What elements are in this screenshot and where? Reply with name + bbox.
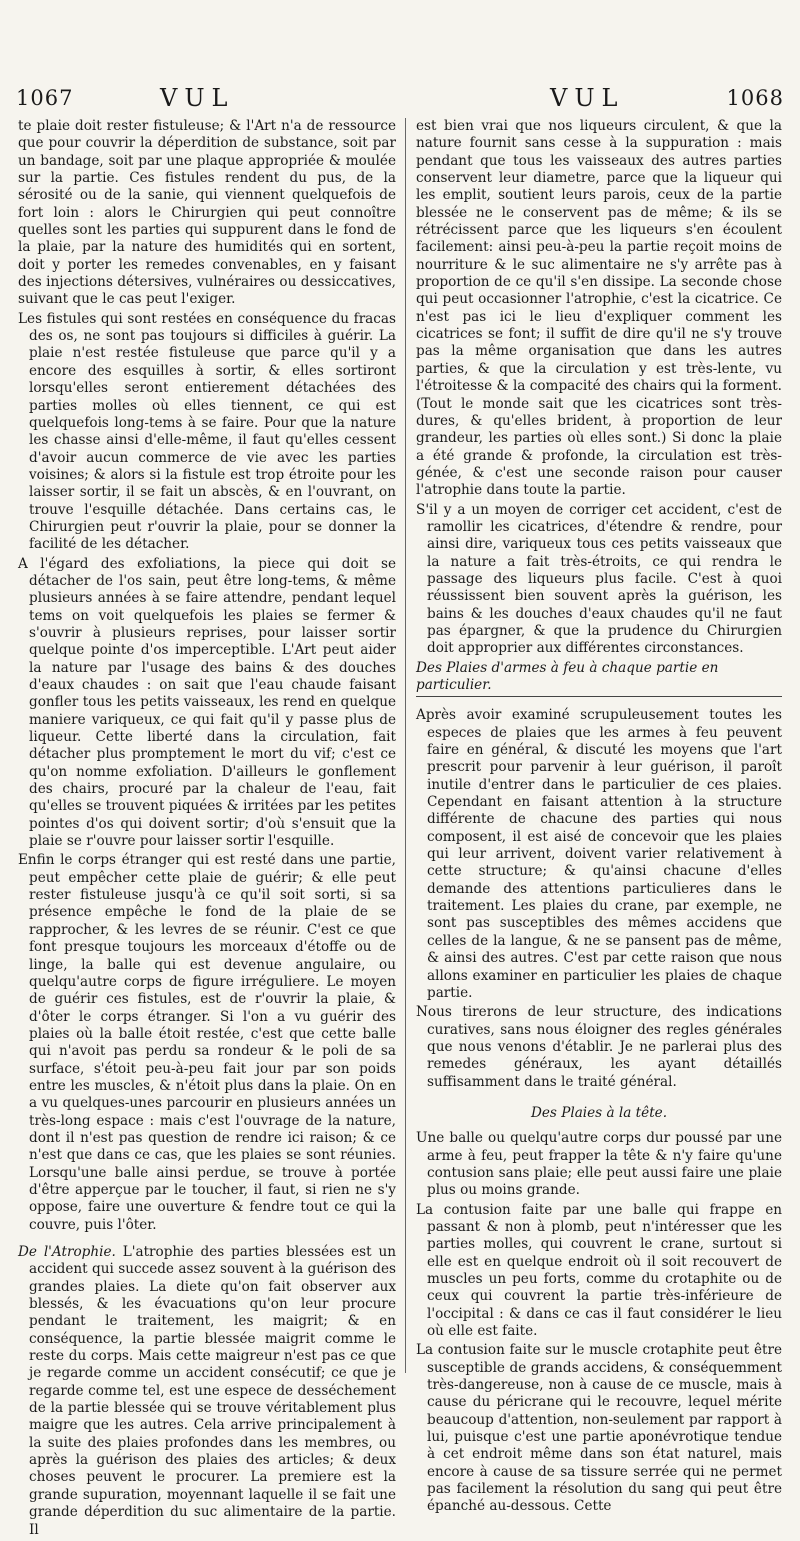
atrophie-text: L'atrophie des parties blessées est un accident qui succede assez souvent à la guérison des grandes plaies. La diete qu'on fait observer aux blessés, & les évacuations qu'on leur procure pendant le traitement, les maigrit; & en conséquence, la partie blessée maigrit comme le reste du corps. Mais cette maigreur n'est pas ce que je regarde comme un accident consécutif; ce que je regarde comme tel, est une espece de desséchement de la partie blessée qui se trouve véritablement plus maigre que les autres. Cela arrive principalement à la suite des plaies profondes dans les membres, ou après la guérison des plaies des articles; & deux choses peuvent le procurer. La premiere est la grande supuration, moyennant laquelle il se fait une grande déperdition du suc alimentaire de la partie. Il (29, 1244, 396, 1538)
paragraph: A l'égard des exfoliations, la piece qui doit se détacher de l'os sain, peut être long-tems, & même plusieurs années à se faire attendre, pendant lequel tems on voit quelquefois les plaies se fermer & s'ouvrir à plusieurs reprises, pour laisser sortir quelque pointe d'os imperceptible. L'Art peut aider la nature par l'usage des bains & des douches d'eaux chaudes : on sait que l'eau chaude faisant gonfler tous les petits vaisseaux, les rend en quelque maniere variqueux, ce qui fait qu'il y passe plus de liqueur. Cette liberté dans la circulation, fait détacher plus promptement le mort du vif; c'est ce qu'on nomme exfoliation. D'ailleurs le gonflement des chairs, procuré par la chaleur de l'eau, fait qu'elles se trouvent piquées & irritées par les petites pointes d'os qui doivent sortir; d'où s'ensuit que la plaie se r'ouvre pour laisser sortir l'esquille. (18, 555, 396, 850)
section-heading-armes: Des Plaies d'armes à feu à chaque partie en particulier. (416, 660, 782, 698)
paragraph: Après avoir examiné scrupuleusement toutes les especes de plaies que les armes à feu peuvent faire en général, & discuté les moyens que l'art prescrit pour parvenir à leur guérison, il paroît inutile d'entrer dans le particulier de ces plaies. Cependant en faisant attention à la structure différente de chacune des parties qui nous composent, il est aisé de concevoir que les plaies qui leur arrivent, doivent varier relativement à cette structure; & qu'ainsi chacune d'elles demande des attentions particulieres dans le traitement. Les plaies du crane, par exemple, ne sont pas susceptibles des mêmes accidens que celles de la langue, & ne se pansent pas de même, & ainsi des autres. C'est par cette raison que nous allons examiner en particulier les plaies de chaque partie. (416, 707, 782, 1001)
right-page-number: 1068 (726, 86, 784, 110)
paragraph: Nous tirerons de leur structure, des indications curatives, sans nous éloigner des regles générales que nous venons d'établir. Je ne parlerai plus des remedes généraux, les ayant détaillés suffisamment dans le traité général. (416, 1004, 782, 1090)
section-heading-tete: Des Plaies à la tête. (530, 1104, 668, 1121)
right-column (416, 118, 782, 1518)
running-header (0, 84, 800, 114)
left-column (18, 118, 396, 1541)
paragraph: est bien vrai que nos liqueurs circulent, & que la nature fournit sans cesse à la suppuration : mais pendant que tous les vaisseaux des autres parties conservent leur diametre, parce que la liqueur qui les emplit, soutient leurs parois, ceux de la partie blessée ne le conservent pas de même; & ils se rétrécissent parce que les liqueurs s'en écoulent facilement: ainsi peu-à-peu la partie reçoit moins de nourriture & le suc alimentaire ne s'y arrête pas à proportion de ce qu'il s'en dissipe. La seconde chose qui peut occasionner l'atrophie, c'est la cicatrice. Ce n'est pas ici le lieu d'expliquer comment les cicatrices se font; il suffit de dire qu'il ne s'y trouve pas la même organisation que dans les autres parties, & que la circulation y est très-lente, vu l'étroitesse & la compacité des chairs qui la forment. (Tout le monde sait que les cicatrices sont très-dures, & qu'elles brident, à proportion de leur grandeur, les parties où elles sont.) Si donc la plaie a été grande & profonde, la circulation est très-génée, & c'est une seconde raison pour causer l'atrophie dans toute la partie. (416, 118, 782, 499)
right-running-head: VUL (550, 84, 625, 112)
paragraph: La contusion faite sur le muscle crotaphite peut être susceptible de grands accidens, & conséquemment très-dangereuse, non à cause de ce muscle, mais à cause du péricrane qui le recouvre, lequel mérite beaucoup d'attention, non-seulement par rapport à lui, puisque c'est une partie aponévrotique tendue à cet endroit même dans son état naturel, mais encore à cause de sa tissure serrée qui ne permet pas facilement la résolution du sang qui peut être épanché au-dessous. Cette (416, 1342, 782, 1515)
paragraph: Enfin le corps étranger qui est resté dans une partie, peut empêcher cette plaie de guérir; & elle peut rester fistuleuse jusqu'à ce qu'il soit sorti, si sa présence empêche le fond de la plaie de se rapprocher, & les levres de se réunir. C'est ce que font presque toujours les morceaux d'étoffe ou de linge, la balle qui est devenue angulaire, ou quelqu'autre corps de figure irréguliere. Le moyen de guérir ces fistules, est de r'ouvrir la plaie, & d'ôter le corps étranger. Si l'on a vu guérir des plaies où la balle étoit restée, c'est que cette balle qui n'avoit pas perdu sa rondeur & le poli de sa surface, s'étoit peu-à-peu fait jour par son poids entre les muscles, & n'étoit plus dans la plaie. On en a vu quelques-unes parcourir en plusieurs années un très-long espace : mais c'est l'ouvrage de la nature, dont il n'est pas question de rendre ici raison; & ce n'est que dans ce cas, que les plaies se sont réunies. Lorsqu'une balle ainsi perdue, se trouve à portée d'être apperçue par le toucher, il faut, si rien ne s'y oppose, faire une ouverture & fendre tout ce qui la couvre, puis l'ôter. (18, 852, 396, 1233)
left-page-number: 1067 (16, 86, 74, 110)
column-divider (405, 118, 406, 1373)
atrophie-heading: De l'Atrophie. (18, 1244, 116, 1260)
paragraph-atrophie (18, 1244, 396, 1539)
paragraph: Une balle ou quelqu'autre corps dur poussé par une arme à feu, peut frapper la tête & n'y faire qu'une contusion sans plaie; elle peut aussi faire une plaie plus ou moins grande. (416, 1130, 782, 1199)
paragraph: S'il y a un moyen de corriger cet accident, c'est de ramollir les cicatrices, d'étendre & rendre, pour ainsi dire, variqueux tous ces petits vaisseaux que la nature a fait très-étroits, ce qui rendra le passage des liqueurs plus facile. C'est à quoi réussissent bien souvent après la guérison, les bains & les douches d'eaux chaudes qu'il ne faut pas épargner, & que la prudence du Chirurgien doit approprier aux différentes circonstances. (416, 501, 782, 657)
paragraph: Les fistules qui sont restées en conséquence du fracas des os, ne sont pas toujours si difficiles à guérir. La plaie n'est restée fistuleuse que parce qu'il y a encore des esquilles à sortir, & elles sortiront lorsqu'elles seront entierement détachées des parties molles où elles tiennent, ce qui est quelquefois long-tems à se faire. Pour que la nature les chasse ainsi d'elle-même, il faut qu'elles cessent d'avoir aucun commerce de vie avec les parties voisines; & alors si la fistule est trop étroite pour les laisser sortir, il se fait un abscès, & en l'ouvrant, on trouve l'esquille détachée. Dans certains cas, le Chirurgien peut r'ouvrir la plaie, pour se donner la facilité de les détacher. (18, 310, 396, 553)
left-running-head: VUL (160, 84, 235, 112)
paragraph: La contusion faite par une balle qui frappe en passant & non à plomb, peut n'intéresser que les parties molles, qui couvrent le crane, surtout si elle est en quelque endroit où il soit recouvert de muscles un peu forts, comme du crotaphite ou de ceux qui couvrent la partie très-inférieure de l'occipital : & dans ce cas il faut considérer le lieu où elle est faite. (416, 1201, 782, 1340)
paragraph: te plaie doit rester fistuleuse; & l'Art n'a de ressource que pour couvrir la déperdition de substance, soit par un bandage, soit par une plaque appropriée & moulée sur la partie. Ces fistules rendent du pus, de la sérosité ou de la sanie, qui viennent quelquefois de fort loin : alors le Chirurgien qui peut connoître quelles sont les parties qui suppurent dans le fond de la plaie, par la nature des humidités qui en sortent, doit y porter les remedes convenables, en y faisant des injections détersives, vulnéraires ou dessiccatives, suivant que le cas peut l'exiger. (18, 118, 396, 308)
